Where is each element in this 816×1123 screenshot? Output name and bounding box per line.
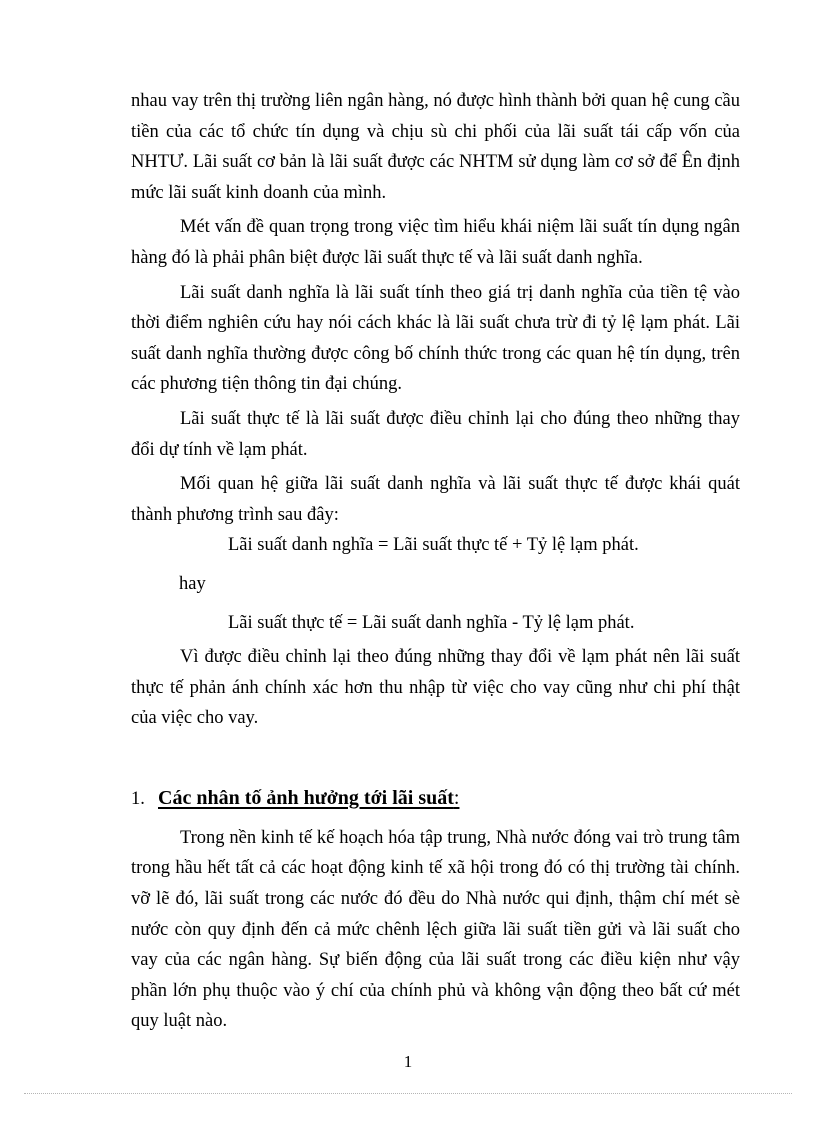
paragraph-interbank-rate: nhau vay trên thị trường liên ngân hàng, nó được hình thành bởi quan hệ cung cầu tiền của các tổ chức tín dụng và chịu sù chi phối của lãi suất tái cấp vốn của NHTƯ. Lãi suất cơ bản là lãi suất được các NHTM sử dụng làm cơ sở để Ên định mức lãi suất kinh doanh của mình.: [131, 91, 740, 203]
page-body: [131, 86, 740, 1037]
connector-hay: hay: [179, 573, 206, 594]
section-number: 1.: [131, 788, 145, 809]
paragraph-nominal-rate-definition: Lãi suất danh nghĩa là lãi suất tính theo giá trị danh nghĩa của tiền tệ vào thời điểm nghiên cứu hay nói cách khác là lãi suất chưa trừ đi tỷ lệ lạm phát. Lãi suất danh nghĩa thường được công bố chính thức trong các quan hệ tín dụng, trên các phương tiện thông tin đại chúng.: [131, 282, 740, 395]
formula-real-rate: Lãi suất thực tế = Lãi suất danh nghĩa - Tỷ lệ lạm phát.: [228, 612, 635, 633]
section-heading: [131, 782, 740, 815]
paragraph-planned-economy: Trong nền kinh tế kế hoạch hóa tập trung, Nhà nước đóng vai trò trung tâm trong hầu hết tất cả các hoạt động kinh tế xã hội trong đó có thị trường tài chính. vỡ lẽ đó, lãi suất trong các nước đó đều do Nhà nước qui định, thậm chí mét sè nước còn quy định đến cả mức chênh lệch giữa lãi suất tiền gửi và lãi suất cho vay của các ngân hàng. Sự biến động của lãi suất trong các điều kiện như vậy phần lớn phụ thuộc vào ý chí của chính phủ và không vận động theo bất cứ mét quy luật nào.: [131, 827, 740, 1032]
section-title: Các nhân tố ảnh hưởng tới lãi suất: [158, 786, 454, 809]
paragraph-real-vs-nominal: Mét vấn đề quan trọng trong việc tìm hiểu khái niệm lãi suất tín dụng ngân hàng đó là phải phân biệt được lãi suất thực tế và lãi suất danh nghĩa.: [131, 217, 740, 268]
page-bottom-dotted-rule: [24, 1093, 792, 1094]
paragraph-real-rate-accuracy: Vì được điều chỉnh lại theo đúng những thay đổi về lạm phát nên lãi suất thực tế phản ánh chính xác hơn thu nhập từ việc cho vay cũng như chi phí thật của việc cho vay.: [131, 647, 740, 729]
page-number: 1: [403, 1052, 413, 1071]
paragraph-real-rate-definition: Lãi suất thực tế là lãi suất được điều chỉnh lại cho đúng theo những thay đổi dự tính về lạm phát.: [131, 408, 740, 460]
section-title-colon: :: [453, 786, 460, 809]
paragraph-relationship-intro: Mối quan hệ giữa lãi suất danh nghĩa và lãi suất thực tế được khái quát thành phương trình sau đây:: [131, 474, 740, 525]
formula-nominal-rate: Lãi suất danh nghĩa = Lãi suất thực tế + Tỷ lệ lạm phát.: [228, 535, 639, 556]
